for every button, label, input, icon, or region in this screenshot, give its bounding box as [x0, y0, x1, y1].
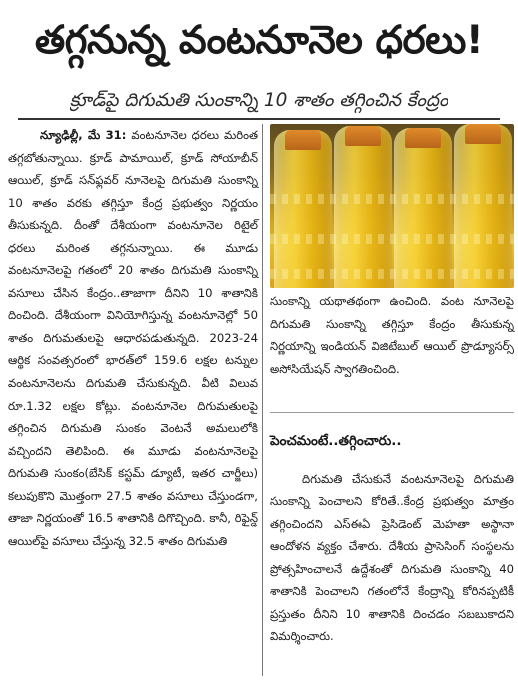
left-column-paragraph	[8, 124, 258, 552]
article-subheadline: క్రూడ్‌పై దిగుమతి సుంకాన్ని 10 శాతం తగ్గించిన కేంద్రం	[69, 90, 449, 111]
section-divider	[270, 412, 514, 413]
dateline: న్యూఢిల్లీ, మే 31:	[40, 128, 127, 142]
oil-bottle-icon	[274, 130, 332, 288]
right-column-top-text: సుంకాన్ని యథాతథంగా ఉంచింది. వంట నూనెలపై దిగుమతి సుంకాన్ని తగ్గిస్తూ కేంద్రం తీసుకున్న నిర్ణయాన్ని ఇండియన్ విజిటేబుల్ ఆయిల్ ప్రొడ్యూసర్స్ అసోసియేషన్ స్వాగతించింది.	[270, 294, 514, 376]
right-column-bottom	[270, 456, 514, 660]
right-column-top	[270, 290, 514, 380]
right-column-bottom-text: దిగుమతి చేసుకునే వంటనూనెలపై దిగుమతి సుంకాన్ని పెంచాలని కోరితే..కేంద్ర ప్రభుత్వం మాత్రం తగ్గించిందని ఎస్‌ఈఏ ప్రెసిడెంట్ మెహతా అస్థానా ఆందోళన వ్యక్తం చేశారు. దేశీయ ప్రాసెసింగ్ సంస్థలను ప్రోత్సహించాలనే ఉద్దేశంతో దిగుమతి సుంకాన్ని 40 శాతానికి పెంచాలని గతంలోనే కేంద్రాన్ని కోరినప్పటికీ ప్రస్తుతం దీనిని 10 శాతానికి దించడం సబబుకాదని విమర్శించారు.	[270, 471, 514, 644]
section-heading: పెంచమంటే..తగ్గించారు..	[270, 433, 402, 449]
subheadline-rule	[18, 118, 500, 120]
left-column	[8, 124, 258, 552]
cooking-oil-bottles-photo	[270, 124, 514, 288]
left-column-text: వంటనూనెల ధరలు మరింత తగ్గబోతున్నాయి. క్రూడ్ పామాయిల్, క్రూడ్ సోయాబీన్ ఆయిల్, క్రూడ్ సన్‌ఫ్లవర్ నూనెలపై దిగుమతి సుంకాన్ని 10 శాతం వరకు తగ్గిస్తూ కేంద్ర ప్రభుత్వం నిర్ణయం తీసుకున్నది. దీంతో దేశీయంగా వంటనూనెల రిటైల్ ధరలు మరింత తగ్గనున్నాయి. ఈ మూడు వంటనూనెలపై గతంలో 20 శాతం దిగుమతి సుంకాన్ని వసూలు చేసిన కేంద్రం..తాజాగా దీనిని 10 శాతానికి దించింది. దేశీయంగా వినియోగిస్తున్న వంటనూనెల్లో 50 శాతం దిగుమతులపై ఆధారపడుతున్నది. 2023-24 ఆర్థిక సంవత్సరంలో భారత్‌లో 159.6 లక్షల టన్నుల వంటనూనెలను దిగుమతి చేసుకున్నది. వీటి విలువ రూ.1.32 లక్షల కోట్లు. వంటనూనెల దిగుమతులపై తగ్గించిన దిగుమతి సుంకం వెంటనే అమలులోకి వచ్చిందని తెలిపింది. ఈ మూడు వంటనూనెలపై దిగుమతి సుంకం(బేసిక్ కస్టమ్ డ్యూటీ, ఇతర చార్జీలు) కలుపుకొని మొత్తంగా 27.5 శాతం వసూలు చేస్తుండగా, తాజా నిర్ణయంతో 16.5 శాతానికి దిగొచ్చింది. కానీ, రిఫైన్డ్ ఆయిల్‌పై వసూలు చేస్తున్న 32.5 శాతం దిగుమతి	[8, 128, 258, 548]
column-divider	[262, 124, 263, 676]
article-headline: తగ్గనున్న వంటనూనెల ధరలు!	[34, 18, 484, 63]
oil-bottle-icon	[454, 124, 512, 288]
oil-bottle-icon	[334, 126, 392, 288]
oil-bottle-icon	[394, 128, 452, 288]
subheadline-block	[18, 84, 500, 118]
